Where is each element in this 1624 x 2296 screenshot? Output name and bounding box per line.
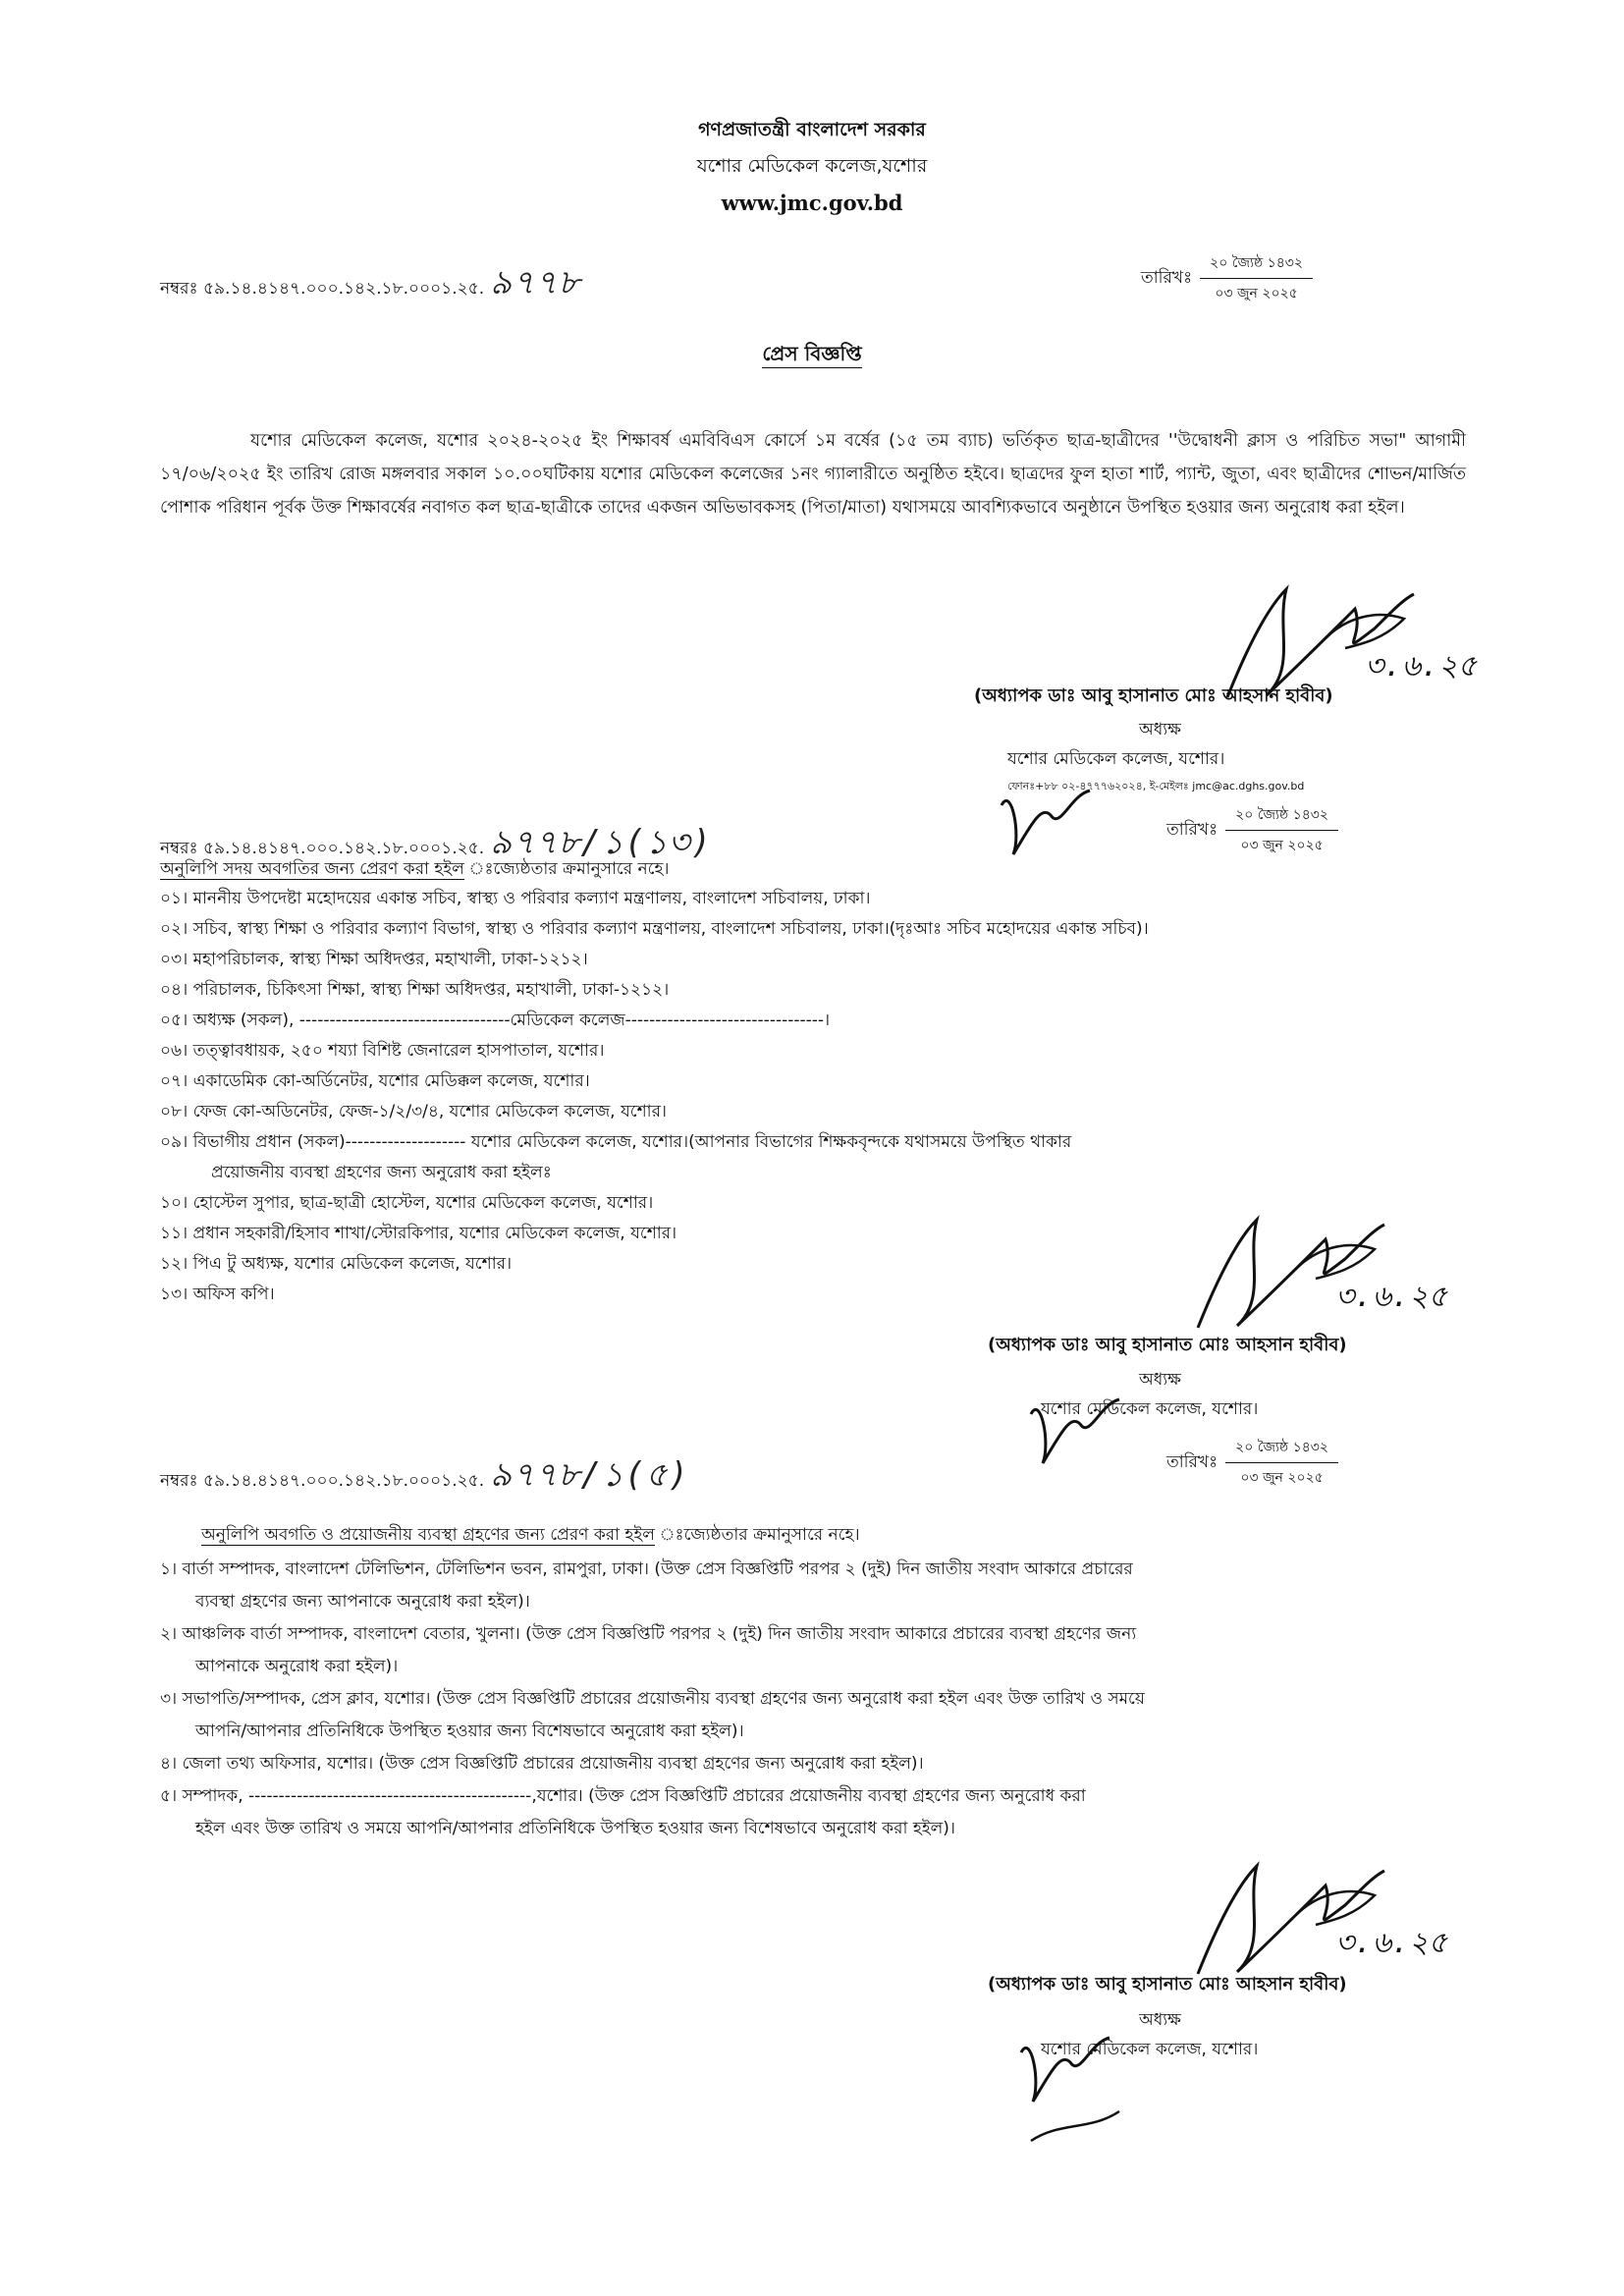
signatory-office-1: যশোর মেডিকেল কলেজ, যশোর। <box>1007 749 1225 769</box>
handwritten-memo-number: ৯৭৭৮/১(৫) <box>490 1455 689 1495</box>
memo-number-text: নম্বরঃ ৫৯.১৪.৪১৪৭.০০০.১৪২.১৮.০০০১.২৫. <box>160 1471 485 1491</box>
signature-date-3: ৩.৬.২৫ <box>1335 1926 1448 1960</box>
memo-number-text: নম্বরঃ ৫৯.১৪.৪১৪৭.০০০.১৪২.১৮.০০০১.২৫. <box>160 839 485 858</box>
list-item: ১। বার্তা সম্পাদক, বাংলাদেশ টেলিভিশন, টেলিভিশন ভবন, রামপুরা, ঢাকা। (উক্ত প্রেস বিজ্ঞপ্তিটি পরপর ২ (দুই) দিন জাতীয় সংবাদ আকারে প্রচারের <box>160 1559 1133 1579</box>
signatory-designation-3: অধ্যক্ষ <box>1139 2010 1181 2030</box>
list-item: আপনি/আপনার প্রতিনিধিকে উপস্থিত হওয়ার জন্য বিশেষভাবে অনুরোধ করা হইল)। <box>195 1722 744 1741</box>
copy-heading-text: অনুলিপি সদয় অবগতির জন্য প্রেরণ করা হইল <box>160 859 464 879</box>
memo-number-3 <box>160 1449 689 1505</box>
date-fraction <box>1225 1436 1338 1490</box>
header-government: গণপ্রজাতন্ত্রী বাংলাদেশ সরকার <box>698 119 926 140</box>
signatory-name-3: (অধ্যাপক ডাঃ আবু হাসানাত মোঃ আহসান হাবীব) <box>988 1974 1347 1995</box>
signature-date-2: ৩.৬.২৫ <box>1335 1280 1448 1314</box>
date-label: তারিখঃ <box>1166 819 1218 840</box>
copy-heading-3 <box>201 1522 860 1550</box>
list-item: ০৬। তত্ত্বাবধায়ক, ২৫০ শয্যা বিশিষ্ট জেনারেল হাসপাতাল, যশোর। <box>160 1041 605 1061</box>
press-release-body <box>160 424 1466 524</box>
handwritten-memo-number: ৯৭৭৮/১(১৩) <box>490 823 713 862</box>
list-item: ০৮। ফেজ কো-অডিনেটর, ফেজ-১/২/৩/৪, যশোর মেডিকেল কলেজ, যশোর। <box>160 1102 668 1121</box>
copy-heading-note: ঃজ্যেষ্ঠতার ক্রমানুসারে নহে। <box>493 859 670 879</box>
press-release-title <box>0 340 1624 372</box>
copy-heading-text: অনুলিপি অবগতি ও প্রয়োজনীয় ব্যবস্থা গ্রহণের জন্য প্রেরণ করা হইল <box>201 1525 655 1545</box>
date-english: ০৩ জুন ২০২৫ <box>1215 286 1298 301</box>
signatory-designation-1: অধ্যক্ষ <box>1139 720 1181 739</box>
list-item: ব্যবস্থা গ্রহণের জন্য আপনাকে অনুরোধ করা হইল)। <box>195 1592 530 1612</box>
list-item: আপনাকে অনুরোধ করা হইল)। <box>195 1657 399 1676</box>
date-fraction <box>1200 251 1313 305</box>
signatory-office-3: যশোর মেডিকেল কলেজ, যশোর। <box>1041 2040 1259 2059</box>
list-item: ৪। জেলা তথ্য অফিসার, যশোর। (উক্ত প্রেস বিজ্ঞপ্তিটি প্রচারের প্রয়োজনীয় ব্যবস্থা গ্রহণের জন্য অনুরোধ করা হইল)। <box>160 1754 924 1774</box>
date-label: তারিখঃ <box>1141 267 1193 288</box>
initial-mark-3 <box>1011 2023 1139 2170</box>
list-item: ০৩। মহাপরিচালক, স্বাস্থ্য শিক্ষা অধিদপ্তর, মহাখালী, ঢাকা-১২১২। <box>160 950 588 969</box>
list-item: ২। আঞ্চলিক বার্তা সম্পাদক, বাংলাদেশ বেতার, খুলনা। (উক্ত প্রেস বিজ্ঞপ্তিটি পরপর ২ (দুই) দিন জাতীয় সংবাদ আকারে প্রচারের ব্যবস্থা গ্রহণের জন্য <box>160 1624 1137 1644</box>
list-item: ১১। প্রধান সহকারী/হিসাব শাখা/স্টোরকিপার, যশোর মেডিকেল কলেজ, যশোর। <box>160 1224 677 1243</box>
list-item: প্রয়োজনীয় ব্যবস্থা গ্রহণের জন্য অনুরোধ করা হইলঃ <box>211 1163 552 1182</box>
copy-list-3 <box>160 1554 1476 1845</box>
initial-mark-2 <box>1021 1385 1129 1473</box>
list-item: ০৯। বিভাগীয় প্রধান (সকল)-------------------- যশোর মেডিকেল কলেজ, যশোর।(আপনার বিভাগের শিক্ষকবৃন্দকে যথাসময়ে উপস্থিত থাকার <box>160 1132 1072 1152</box>
date-english: ০৩ জুন ২০২৫ <box>1240 1470 1324 1486</box>
signatory-office-2: যশোর মেডিকেল কলেজ, যশোর। <box>1041 1399 1259 1419</box>
list-item: ৫। সম্পাদক, -----------------------------------------------,যশোর। (উক্ত প্রেস বিজ্ঞপ্তিটি প্রচারের প্রয়োজনীয় ব্যবস্থা গ্রহণের জন্য অনুরোধ করা <box>160 1786 1086 1806</box>
initial-mark-1 <box>992 776 1100 864</box>
list-item: ১০। হোস্টেল সুপার, ছাত্র-ছাত্রী হোস্টেল, যশোর মেডিকেল কলেজ, যশোর। <box>160 1193 654 1213</box>
list-item: ১২। পিএ টু অধ্যক্ষ, যশোর মেডিকেল কলেজ, যশোর। <box>160 1254 513 1274</box>
handwritten-memo-number: ৯৭৭৮ <box>490 263 581 302</box>
memo-date-3 <box>1166 1436 1338 1490</box>
memo-number-text: নম্বরঃ ৫৯.১৪.৪১৪৭.০০০.১৪২.১৮.০০০১.২৫. <box>160 279 485 299</box>
list-item: ৩। সভাপতি/সম্পাদক, প্রেস ক্লাব, যশোর। (উক্ত প্রেস বিজ্ঞপ্তিটি প্রচারের প্রয়োজনীয় ব্যবস্থা গ্রহণের জন্য অনুরোধ করা হইল এবং উক্ত তারিখ ও সময়ে <box>160 1689 1145 1709</box>
list-item: ০৭। একাডেমিক কো-অর্ডিনেটর, যশোর মেডিক্কল কলেজ, যশোর। <box>160 1071 590 1091</box>
list-item: ০২। সচিব, স্বাস্থ্য শিক্ষা ও পরিবার কল্যাণ বিভাগ, স্বাস্থ্য ও পরিবার কল্যাণ মন্ত্রণালয়, বাংলাদেশ সচিবালয়, ঢাকা।(দৃঃআঃ সচিব মহোদয়ের একান্ত সচিব)। <box>160 919 1149 939</box>
signature-3 <box>1178 1846 1448 1984</box>
list-item: হইল এবং উক্ত তারিখ ও সময়ে আপনি/আপনার প্রতিনিধিকে উপস্থিত হওয়ার জন্য বিশেষভাবে অনুরোধ করা হইল)। <box>195 1819 955 1838</box>
copy-heading-note: ঃজ্যেষ্ঠতার ক্রমানুসারে নহে। <box>683 1525 860 1545</box>
body-text: যশোর মেডিকেল কলেজ, যশোর ২০২৪-২০২৫ ইং শিক্ষাবর্ষ এমবিবিএস কোর্সে ১ম বর্ষের (১৫ তম ব্যাচ) ভর্তিকৃত ছাত্র-ছাত্রীদের ''উদ্বোধনী ক্লাস ও পরিচিত সভা" আগামী ১৭/০৬/২০২৫ ইং তারিখ রোজ মঙ্গলবার সকাল ১০.০০ঘটিকায় যশোর মেডিকেল কলেজের ১নং গ্যালারীতে অনুষ্ঠিত হইবে। ছাত্রদের ফুল হাতা শার্ট, প্যান্ট, জুতা, এবং ছাত্রীদের শোভন/মার্জিত পোশাক পরিধান পূর্বক উক্ত শিক্ষাবর্ষের নবাগত কল ছাত্র-ছাত্রীকে তাদের একজন অভিভাবকসহ (পিতা/মাতা) যথাসময়ে আবশ্যিকভাবে অনুষ্ঠানে উপস্থিত হওয়ার জন্য অনুরোধ করা হইল। <box>160 431 1466 518</box>
list-item: ০৪। পরিচালক, চিকিৎসা শিক্ষা, স্বাস্থ্য শিক্ষা অধিদপ্তর, মহাখালী, ঢাকা-১২১২। <box>160 980 670 1000</box>
signature-date-1: ৩.৬.২৫ <box>1365 649 1478 683</box>
signatory-contact: ফোনঃ+৮৮ ০২-৪৭৭৭৬২০২৪, ই-মেইলঃ jmc@ac.dghs.gov.bd <box>1007 780 1305 793</box>
memo-number-1 <box>160 257 580 313</box>
signatory-name-1: (অধ্যাপক ডাঃ আবু হাসানাত মোঃ আহসান হাবীব) <box>974 685 1333 706</box>
date-label: তারিখঃ <box>1166 1451 1218 1472</box>
list-item: ১৩। অফিস কপি। <box>160 1285 275 1304</box>
signatory-name-2: (অধ্যাপক ডাঃ আবু হাসানাত মোঃ আহসান হাবীব) <box>988 1335 1347 1355</box>
list-item: ০৫। অধ্যক্ষ (সকল), -----------------------------------মেডিকেল কলেজ---------------------------------। <box>160 1011 831 1030</box>
memo-date-2 <box>1166 803 1338 857</box>
title-text: প্রেস বিজ্ঞপ্তি <box>762 342 861 368</box>
date-fraction <box>1225 803 1338 857</box>
memo-date-1 <box>1141 251 1313 305</box>
signatory-designation-2: অধ্যক্ষ <box>1139 1370 1181 1390</box>
date-english: ০৩ জুন ২০২৫ <box>1240 838 1324 853</box>
header-website: www.jmc.gov.bd <box>721 191 903 215</box>
date-bangla: ২০ জ্যৈষ্ঠ ১৪৩২ <box>1225 803 1338 831</box>
list-item: ০১। মাননীয় উপদেষ্টা মহোদয়ের একান্ত সচিব, স্বাস্থ্য ও পরিবার কল্যাণ মন্ত্রণালয়, বাংলাদেশ সচিবালয়, ঢাকা। <box>160 889 871 908</box>
date-bangla: ২০ জ্যৈষ্ঠ ১৪৩২ <box>1200 251 1313 279</box>
signature-2 <box>1178 1200 1448 1338</box>
header-college: যশোর মেডিকেল কলেজ,যশোর <box>696 155 928 177</box>
copy-heading-2 <box>160 856 669 884</box>
date-bangla: ২০ জ্যৈষ্ঠ ১৪৩২ <box>1225 1436 1338 1463</box>
